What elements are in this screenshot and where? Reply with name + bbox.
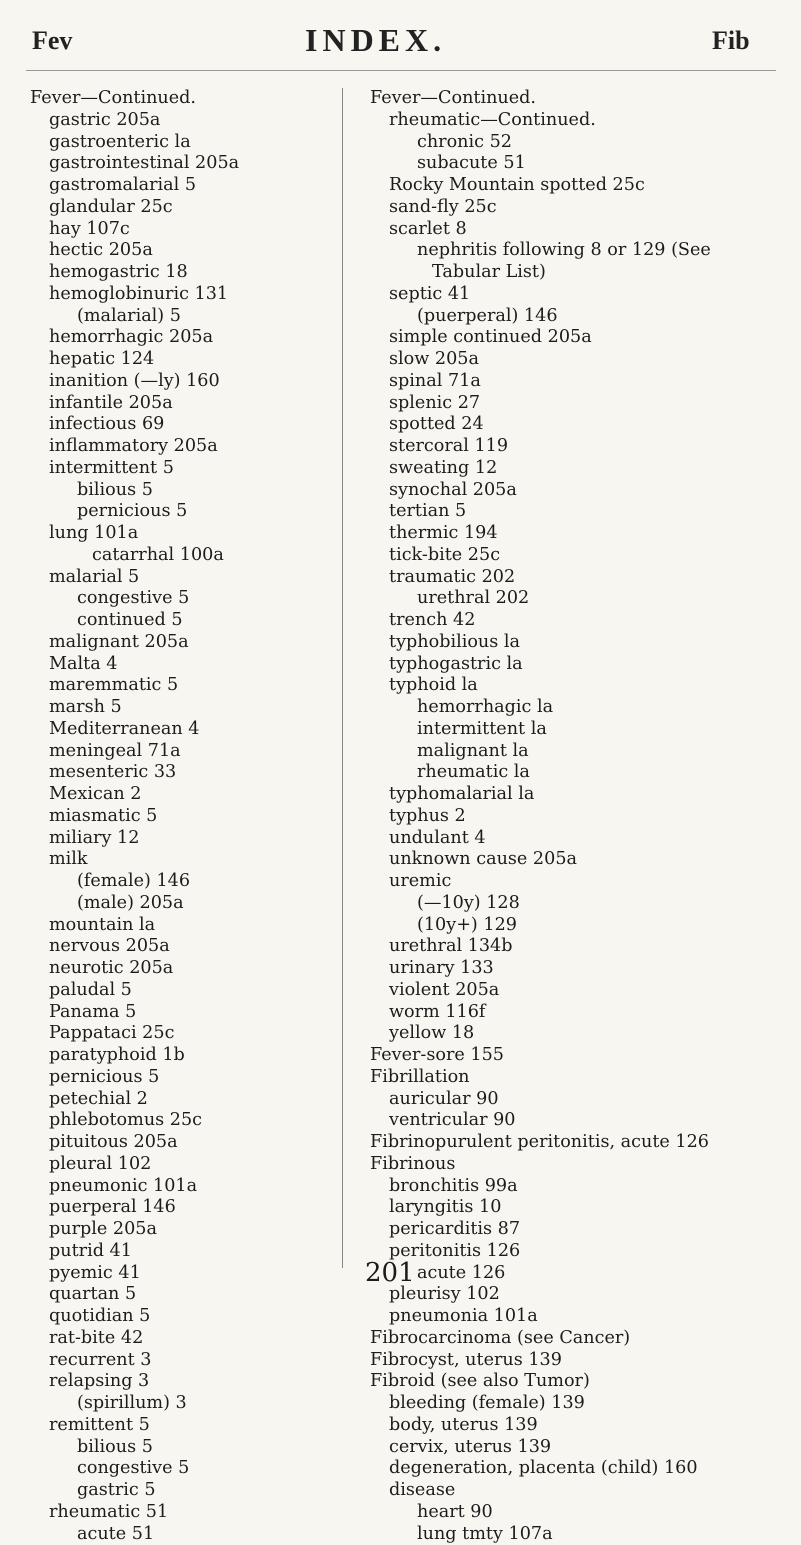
index-entry: inanition (—ly) 160	[30, 371, 330, 393]
index-entry: Fibrocyst, uterus 139	[370, 1350, 795, 1372]
index-entry: puerperal 146	[30, 1197, 330, 1219]
index-entry: hay 107c	[30, 219, 330, 241]
running-head-right: Fib	[712, 26, 750, 56]
index-entry: Mexican 2	[30, 784, 330, 806]
index-entry: rheumatic la	[370, 762, 795, 784]
index-entry: pneumonia 101a	[370, 1306, 795, 1328]
index-entry: Mediterranean 4	[30, 719, 330, 741]
index-entry: hemoglobinuric 131	[30, 284, 330, 306]
index-entry: slow 205a	[370, 349, 795, 371]
index-entry: (spirillum) 3	[30, 1393, 330, 1415]
index-entry: neurotic 205a	[30, 958, 330, 980]
index-entry: Fibrinous	[370, 1154, 795, 1176]
index-entry: malarial 5	[30, 567, 330, 589]
index-entry: sweating 12	[370, 458, 795, 480]
index-entry: Tabular List)	[370, 262, 795, 284]
index-entry: urethral 202	[370, 588, 795, 610]
index-entry: marsh 5	[30, 697, 330, 719]
index-entry: pituitous 205a	[30, 1132, 330, 1154]
index-entry: gastric 5	[30, 1480, 330, 1502]
index-entry: continued 5	[30, 610, 330, 632]
index-entry: urethral 134b	[370, 936, 795, 958]
index-entry: spotted 24	[370, 414, 795, 436]
index-entry: unknown cause 205a	[370, 849, 795, 871]
index-entry: petechial 2	[30, 1089, 330, 1111]
index-entry: glandular 25c	[30, 197, 330, 219]
page-title: INDEX.	[305, 22, 446, 59]
index-entry: bleeding (female) 139	[370, 1393, 795, 1415]
index-entry: typhobilious la	[370, 632, 795, 654]
index-entry: catarrhal 100a	[30, 545, 330, 567]
index-entry: cervix, uterus 139	[370, 1437, 795, 1459]
index-entry: typhoid la	[370, 675, 795, 697]
index-entry: (10y+) 129	[370, 915, 795, 937]
index-entry: (puerperal) 146	[370, 306, 795, 328]
index-entry: Fibrillation	[370, 1067, 795, 1089]
index-entry: pneumonic 101a	[30, 1176, 330, 1198]
index-entry: body, uterus 139	[370, 1415, 795, 1437]
index-entry: (malarial) 5	[30, 306, 330, 328]
index-entry: hemogastric 18	[30, 262, 330, 284]
index-entry: lung tmty 107a	[370, 1524, 795, 1545]
index-entry: Rocky Mountain spotted 25c	[370, 175, 795, 197]
index-entry: paratyphoid 1b	[30, 1045, 330, 1067]
index-entry: synochal 205a	[370, 480, 795, 502]
index-entry: relapsing 3	[30, 1371, 330, 1393]
index-entry: peritonitis 126	[370, 1241, 795, 1263]
index-entry: Fibroid (see also Tumor)	[370, 1371, 795, 1393]
index-entry: maremmatic 5	[30, 675, 330, 697]
index-entry: typhogastric la	[370, 654, 795, 676]
index-entry: recurrent 3	[30, 1350, 330, 1372]
index-column-right	[370, 88, 795, 1545]
index-entry: quotidian 5	[30, 1306, 330, 1328]
index-entry: scarlet 8	[370, 219, 795, 241]
index-entry: gastroenteric la	[30, 132, 330, 154]
index-entry: tick-bite 25c	[370, 545, 795, 567]
index-entry: typhus 2	[370, 806, 795, 828]
index-entry: putrid 41	[30, 1241, 330, 1263]
index-entry: septic 41	[370, 284, 795, 306]
index-entry: sand-fly 25c	[370, 197, 795, 219]
index-entry: pleurisy 102	[370, 1284, 795, 1306]
header-rule	[26, 70, 776, 71]
index-entry: purple 205a	[30, 1219, 330, 1241]
index-entry: degeneration, placenta (child) 160	[370, 1458, 795, 1480]
index-entry: mesenteric 33	[30, 762, 330, 784]
index-entry: pyemic 41	[30, 1263, 330, 1285]
index-entry: rheumatic—Continued.	[370, 110, 795, 132]
index-entry: nephritis following 8 or 129 (See	[370, 240, 795, 262]
running-head-left: Fev	[32, 26, 72, 56]
index-entry: heart 90	[370, 1502, 795, 1524]
index-entry: meningeal 71a	[30, 741, 330, 763]
index-entry: tertian 5	[370, 501, 795, 523]
index-entry: Pappataci 25c	[30, 1023, 330, 1045]
index-entry: mountain la	[30, 915, 330, 937]
index-entry: thermic 194	[370, 523, 795, 545]
index-entry: worm 116f	[370, 1002, 795, 1024]
index-entry: auricular 90	[370, 1089, 795, 1111]
column-divider	[342, 88, 343, 1268]
index-entry: stercoral 119	[370, 436, 795, 458]
index-entry: yellow 18	[370, 1023, 795, 1045]
index-entry: trench 42	[370, 610, 795, 632]
index-entry: spinal 71a	[370, 371, 795, 393]
index-entry: ventricular 90	[370, 1110, 795, 1132]
index-entry: typhomalarial la	[370, 784, 795, 806]
index-entry: intermittent la	[370, 719, 795, 741]
index-entry: infantile 205a	[30, 393, 330, 415]
index-entry: gastric 205a	[30, 110, 330, 132]
index-entry: infectious 69	[30, 414, 330, 436]
index-entry: remittent 5	[30, 1415, 330, 1437]
index-entry: phlebotomus 25c	[30, 1110, 330, 1132]
index-entry: subacute 51	[370, 153, 795, 175]
index-entry: hepatic 124	[30, 349, 330, 371]
index-entry: Panama 5	[30, 1002, 330, 1024]
index-entry: simple continued 205a	[370, 327, 795, 349]
index-entry: uremic	[370, 871, 795, 893]
index-entry: malignant la	[370, 741, 795, 763]
index-entry: Fever—Continued.	[370, 88, 795, 110]
index-entry: chronic 52	[370, 132, 795, 154]
index-entry: gastromalarial 5	[30, 175, 330, 197]
index-entry: acute 126	[370, 1263, 795, 1285]
index-entry: gastrointestinal 205a	[30, 153, 330, 175]
index-entry: malignant 205a	[30, 632, 330, 654]
index-entry: disease	[370, 1480, 795, 1502]
index-entry: bilious 5	[30, 480, 330, 502]
index-entry: pleural 102	[30, 1154, 330, 1176]
index-entry: rheumatic 51	[30, 1502, 330, 1524]
index-entry: pernicious 5	[30, 501, 330, 523]
page-header	[0, 0, 801, 80]
index-entry: splenic 27	[370, 393, 795, 415]
index-entry: Fever-sore 155	[370, 1045, 795, 1067]
index-entry: (female) 146	[30, 871, 330, 893]
index-entry: laryngitis 10	[370, 1197, 795, 1219]
index-entry: inflammatory 205a	[30, 436, 330, 458]
index-entry: milk	[30, 849, 330, 871]
index-entry: Fibrocarcinoma (see Cancer)	[370, 1328, 795, 1350]
index-entry: Fibrinopurulent peritonitis, acute 126	[370, 1132, 795, 1154]
index-entry: (—10y) 128	[370, 893, 795, 915]
index-entry: violent 205a	[370, 980, 795, 1002]
index-entry: miliary 12	[30, 828, 330, 850]
index-entry: pernicious 5	[30, 1067, 330, 1089]
index-entry: lung 101a	[30, 523, 330, 545]
index-entry: (male) 205a	[30, 893, 330, 915]
index-entry: hemorrhagic 205a	[30, 327, 330, 349]
index-entry: traumatic 202	[370, 567, 795, 589]
index-entry: quartan 5	[30, 1284, 330, 1306]
index-entry: urinary 133	[370, 958, 795, 980]
page-number: 201	[365, 1258, 415, 1288]
index-entry: nervous 205a	[30, 936, 330, 958]
index-entry: miasmatic 5	[30, 806, 330, 828]
index-entry: intermittent 5	[30, 458, 330, 480]
index-entry: paludal 5	[30, 980, 330, 1002]
index-entry: undulant 4	[370, 828, 795, 850]
index-entry: bilious 5	[30, 1437, 330, 1459]
index-entry: rat-bite 42	[30, 1328, 330, 1350]
index-entry: bronchitis 99a	[370, 1176, 795, 1198]
index-entry: acute 51	[30, 1524, 330, 1545]
index-entry: Malta 4	[30, 654, 330, 676]
index-entry: Fever—Continued.	[30, 88, 330, 110]
index-entry: congestive 5	[30, 588, 330, 610]
index-entry: congestive 5	[30, 1458, 330, 1480]
index-entry: hectic 205a	[30, 240, 330, 262]
index-entry: pericarditis 87	[370, 1219, 795, 1241]
index-column-left	[30, 88, 330, 1545]
index-entry: hemorrhagic la	[370, 697, 795, 719]
